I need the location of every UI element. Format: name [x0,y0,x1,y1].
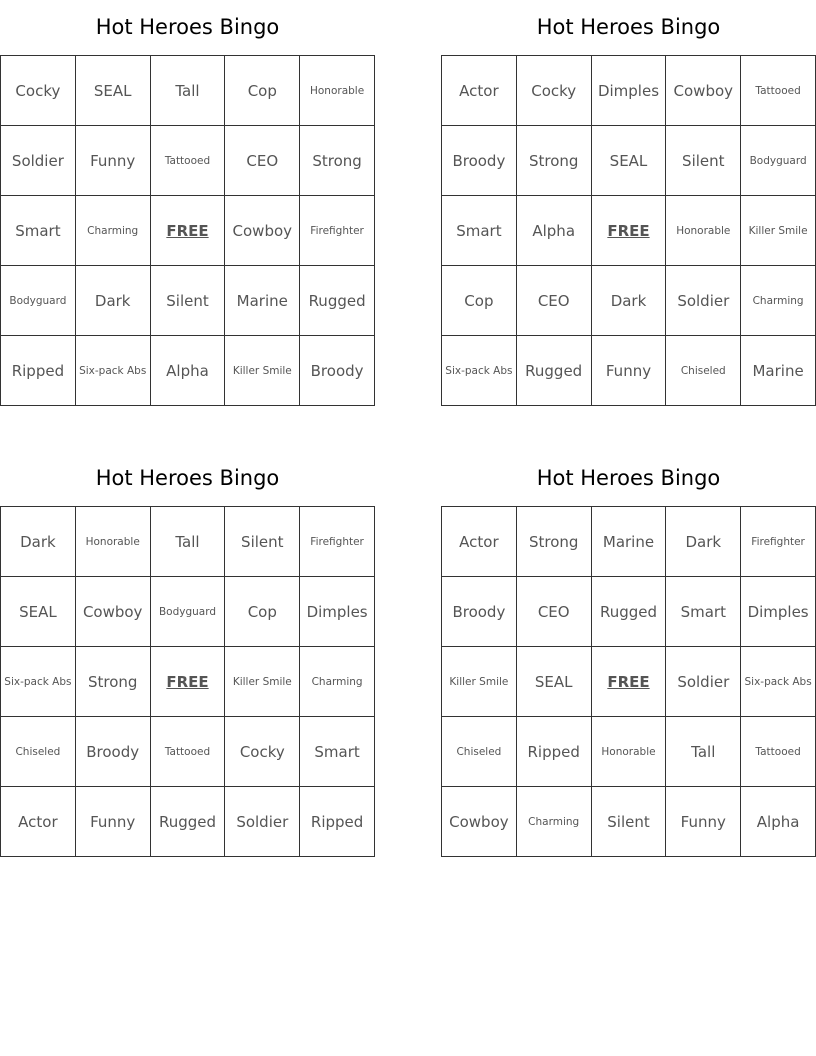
bingo-cell-label: Firefighter [310,224,364,237]
bingo-cell [151,126,226,196]
bingo-cell-label: Strong [528,532,579,551]
bingo-cell [1,577,76,647]
bingo-cell [517,577,592,647]
bingo-cell-label: Tall [175,532,200,551]
bingo-cell [300,56,375,126]
bingo-cell [1,787,76,857]
bingo-cell-label: Smart [680,602,726,621]
bingo-cell [517,507,592,577]
bingo-card-1 [0,0,375,406]
bingo-cell [225,336,300,406]
bingo-cell-label: CEO [537,602,570,621]
bingo-cell [517,647,592,717]
bingo-cell [442,577,517,647]
bingo-cell [592,56,667,126]
bingo-cell [442,126,517,196]
bingo-cell-label: Charming [528,815,580,828]
bingo-cell-label: Silent [241,532,284,551]
bingo-cell-label: Strong [87,672,138,691]
bingo-cell [76,507,151,577]
bingo-cell [1,717,76,787]
bingo-grid [441,55,816,406]
bingo-cell-label: Tattooed [164,154,211,167]
bingo-cell [592,717,667,787]
bingo-cell-label: Dimples [306,602,368,621]
bingo-cell-label: Dark [20,532,56,551]
bingo-grid [0,506,375,857]
bingo-cell-label: Actor [459,532,499,551]
bingo-cell-label: FREE [607,672,650,691]
bingo-cell [517,787,592,857]
bingo-cell [442,507,517,577]
bingo-cell-label: Ripped [11,361,65,380]
bingo-cell [592,336,667,406]
bingo-cell [666,647,741,717]
bingo-cell-label: Silent [682,151,725,170]
bingo-cell-label: Smart [15,221,61,240]
bingo-cell [225,507,300,577]
bingo-cell-label: Rugged [158,812,217,831]
bingo-cell-label: Marine [236,291,288,310]
bingo-cell [741,647,816,717]
bingo-cell-label: FREE [166,672,209,691]
card-title: Hot Heroes Bingo [95,466,280,490]
bingo-cell [517,196,592,266]
bingo-cell-label: Marine [602,532,655,551]
bingo-cell [76,56,151,126]
bingo-cell [1,196,76,266]
bingo-cell-label: Strong [312,151,362,170]
bingo-cell-label: Honorable [85,535,140,548]
bingo-cell-label: Tattooed [755,745,801,758]
bingo-cell [592,266,667,336]
free-space-cell [151,196,226,266]
bingo-cell [1,266,76,336]
bingo-cell-label: Honorable [309,84,365,97]
bingo-cell [300,647,375,717]
bingo-cell-label: SEAL [534,672,573,691]
card-title: Hot Heroes Bingo [95,15,280,39]
bingo-cell-label: Six-pack Abs [445,364,513,377]
bingo-cell-label: Tall [691,742,716,761]
bingo-cell-label: Six-pack Abs [744,675,812,688]
bingo-cell [442,336,517,406]
bingo-cell [76,717,151,787]
bingo-cell-label: FREE [607,221,650,240]
bingo-cell-label: Cocky [15,81,61,100]
bingo-cell-label: Cocky [531,81,577,100]
bingo-card-3 [0,451,375,857]
bingo-cell [225,266,300,336]
bingo-cell [300,266,375,336]
bingo-cell-label: Alpha [166,361,209,380]
bingo-grid [441,506,816,857]
bingo-cell-label: Funny [90,151,136,170]
bingo-cell-label: Bodyguard [749,154,807,167]
bingo-cell [300,126,375,196]
bingo-cell [741,126,816,196]
bingo-cell-label: Actor [18,812,58,831]
bingo-cell-label: Six-pack Abs [4,675,72,688]
free-space-cell [151,647,226,717]
bingo-cell-label: Bodyguard [9,294,67,307]
bingo-cell [76,577,151,647]
bingo-cell-label: Charming [87,224,139,237]
bingo-cell [300,196,375,266]
bingo-cell [225,647,300,717]
bingo-cell-label: Charming [752,294,804,307]
bingo-cell-label: Ripped [527,742,580,761]
bingo-cell [151,266,226,336]
bingo-cell-label: Alpha [532,221,576,240]
bingo-cell [741,196,816,266]
bingo-cell-label: Cowboy [232,221,293,240]
bingo-cell [225,56,300,126]
bingo-cell-label: Killer Smile [449,675,509,688]
bingo-cell [151,56,226,126]
bingo-cell-label: Soldier [677,291,730,310]
bingo-cell-label: Charming [311,675,363,688]
bingo-card-2 [441,0,816,406]
bingo-cell-label: CEO [246,151,279,170]
bingo-cell-label: Honorable [676,224,731,237]
bingo-cell-label: Smart [456,221,502,240]
bingo-cell [666,126,741,196]
bingo-cell [666,336,741,406]
bingo-cell-label: Soldier [236,812,289,831]
bingo-cell [442,56,517,126]
bingo-cell-label: Funny [90,812,136,831]
bingo-cell-label: Dark [610,291,647,310]
bingo-cell [741,507,816,577]
bingo-cell [666,787,741,857]
bingo-cell [300,717,375,787]
bingo-cell-label: Dark [94,291,131,310]
bingo-cell [741,266,816,336]
bingo-cell-label: Cocky [239,742,285,761]
bingo-cell-label: SEAL [609,151,648,170]
bingo-cell [592,787,667,857]
bingo-cell-label: Tall [175,81,200,100]
bingo-cell [666,196,741,266]
bingo-cell [225,577,300,647]
bingo-cell-label: Chiseled [456,745,502,758]
bingo-cell-label: CEO [537,291,570,310]
bingo-cell-label: Alpha [756,812,800,831]
bingo-cell-label: Actor [459,81,499,100]
card-title: Hot Heroes Bingo [536,15,721,39]
bingo-cell [225,196,300,266]
bingo-cell-label: Marine [752,361,804,380]
bingo-cell [151,577,226,647]
bingo-cell-label: Cop [464,291,494,310]
bingo-cell [151,336,226,406]
bingo-cell [741,56,816,126]
bingo-cell [517,126,592,196]
bingo-cell-label: Killer Smile [232,675,292,688]
bingo-cell-label: Soldier [11,151,64,170]
bingo-cell [442,717,517,787]
bingo-cell-label: Dimples [747,602,809,621]
bingo-cell-label: Cowboy [82,602,143,621]
bingo-cell-label: Dark [685,532,722,551]
bingo-cell-label: Broody [86,742,140,761]
bingo-cell-label: Chiseled [680,364,726,377]
bingo-cell-label: Strong [528,151,579,170]
bingo-cell-label: Soldier [677,672,730,691]
bingo-cell-label: Dimples [597,81,660,100]
bingo-cell-label: Rugged [599,602,658,621]
bingo-cell [517,717,592,787]
bingo-cell-label: Firefighter [310,535,364,548]
bingo-cell-label: Rugged [308,291,366,310]
bingo-cell [76,196,151,266]
bingo-cell [76,266,151,336]
bingo-cell-label: Bodyguard [158,605,217,618]
bingo-cell [1,126,76,196]
bingo-cell [76,787,151,857]
bingo-cell [741,717,816,787]
bingo-cell [300,787,375,857]
bingo-cell [666,266,741,336]
bingo-cell-label: Killer Smile [232,364,292,377]
bingo-cell [1,56,76,126]
bingo-cell-label: Silent [607,812,650,831]
bingo-cell-label: Broody [452,151,506,170]
bingo-cell-label: Funny [605,361,652,380]
bingo-cell [442,787,517,857]
bingo-cell [442,196,517,266]
bingo-cell-label: Firefighter [751,535,805,548]
bingo-cell [442,647,517,717]
bingo-cell [225,126,300,196]
bingo-cell [1,507,76,577]
bingo-cell [741,577,816,647]
bingo-cell [592,507,667,577]
bingo-cell [300,336,375,406]
bingo-cell-label: Cowboy [449,812,509,831]
bingo-cell-label: Smart [314,742,360,761]
bingo-cell [225,717,300,787]
bingo-cell-label: Killer Smile [748,224,808,237]
bingo-cell [151,787,226,857]
bingo-cell [666,717,741,787]
bingo-cell-label: Cop [247,602,277,621]
bingo-cell-label: Tattooed [164,745,211,758]
bingo-card-4 [441,451,816,857]
bingo-cell [1,647,76,717]
bingo-cell [225,787,300,857]
bingo-cell [592,126,667,196]
bingo-cell [666,507,741,577]
bingo-cell-label: Honorable [601,745,656,758]
bingo-cell [151,717,226,787]
bingo-cell [442,266,517,336]
free-space-cell [592,647,667,717]
bingo-cell-label: Cowboy [673,81,734,100]
bingo-cell-label: Funny [680,812,726,831]
bingo-cell [76,126,151,196]
bingo-cell-label: Six-pack Abs [79,364,147,377]
bingo-cell [76,647,151,717]
bingo-cell-label: Ripped [310,812,364,831]
bingo-cell-label: SEAL [19,602,57,621]
bingo-cell [76,336,151,406]
bingo-cell [517,336,592,406]
bingo-cell [666,577,741,647]
bingo-cell [741,336,816,406]
bingo-cell-label: FREE [166,221,209,240]
free-space-cell [592,196,667,266]
bingo-grid [0,55,375,406]
bingo-cell [741,787,816,857]
bingo-cell-label: Silent [166,291,209,310]
bingo-cell-label: Broody [452,602,506,621]
bingo-cell-label: Tattooed [755,84,801,97]
card-title: Hot Heroes Bingo [536,466,721,490]
bingo-cell [517,266,592,336]
bingo-cell [300,507,375,577]
bingo-cell-label: SEAL [93,81,132,100]
bingo-cell-label: Rugged [525,361,583,380]
bingo-cell [300,577,375,647]
bingo-cell-label: Cop [247,81,277,100]
bingo-cell [666,56,741,126]
bingo-cell [592,577,667,647]
bingo-cell [517,56,592,126]
bingo-cell-label: Chiseled [15,745,61,758]
bingo-cell [1,336,76,406]
bingo-cell [151,507,226,577]
bingo-cell-label: Broody [310,361,364,380]
